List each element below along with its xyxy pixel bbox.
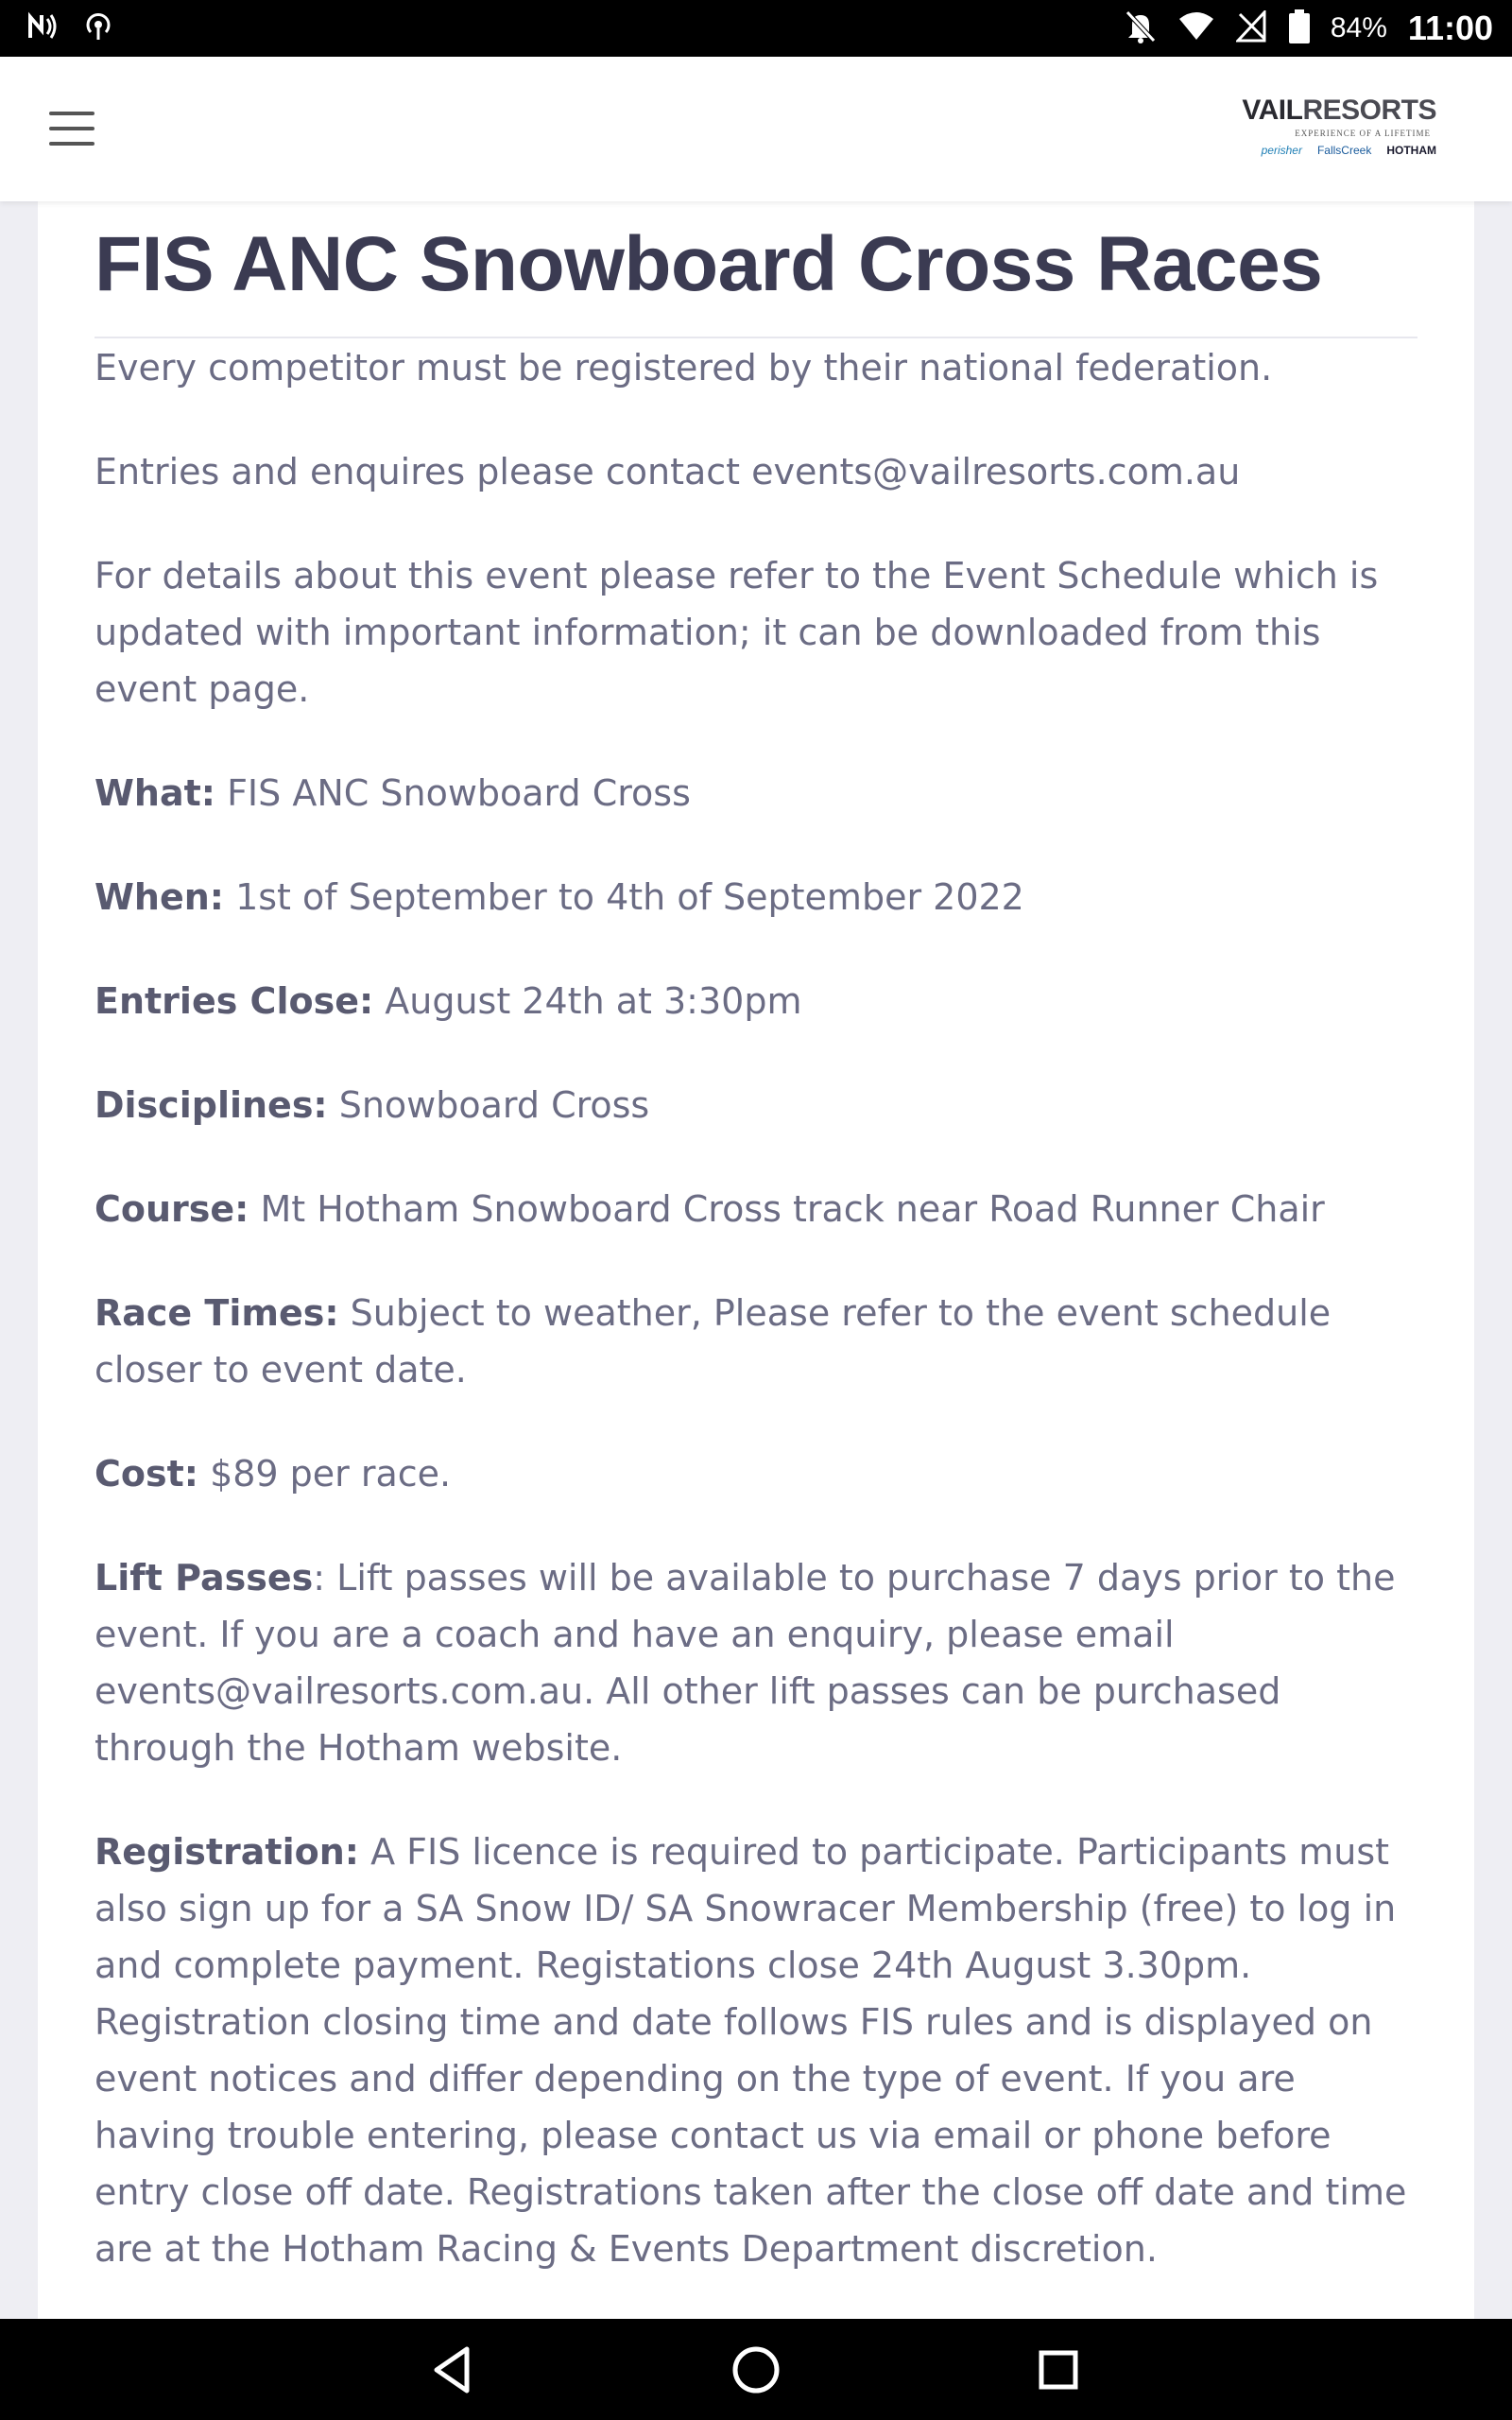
battery-icon xyxy=(1289,9,1310,47)
event-card xyxy=(38,201,1474,2319)
detail-what: What: FIS ANC Snowboard Cross xyxy=(94,772,691,814)
schedule-paragraph: For details about this event please refer to the Event Schedule which is updated with important information; it can be downloaded from this event page. xyxy=(94,555,1379,710)
back-icon[interactable] xyxy=(425,2342,482,2398)
contact-paragraph: Entries and enquires please contact events@vailresorts.com.au xyxy=(94,451,1241,493)
status-bar xyxy=(0,0,1512,57)
page-title: FIS ANC Snowboard Cross Races xyxy=(94,221,1323,307)
menu-icon[interactable] xyxy=(49,110,98,147)
hotham-logo: HOTHAM xyxy=(1386,144,1436,157)
perisher-logo: perisher xyxy=(1261,144,1302,157)
detail-disciplines: Disciplines: Snowboard Cross xyxy=(94,1084,650,1126)
vail-resorts-logo[interactable] xyxy=(1200,95,1436,170)
title-divider xyxy=(94,337,1418,338)
detail-when: When: 1st of September to 4th of September 2022 xyxy=(94,876,1024,918)
detail-registration: Registration: A FIS licence is required to participate. Participants must also sign up for a SA Snow ID/ SA Snowracer Membership (free) to log in and complete payment. Registations close 24th August 3.30pm. Registration closing time and date follows FIS rules and is displayed on event notices and differ depending on the type of event. If you are having trouble entering, please contact us via email or phone before entry close off date. Registrations taken after the close off date and time are at the Hotham Racing & Events Department discretion. xyxy=(94,1831,1407,2270)
detail-lift-passes: Lift Passes: Lift passes will be available to purchase 7 days prior to the event. If you are a coach and have an enquiry, please email events@vailresorts.com.au. All other lift passes can be purchased through the Hotham website. xyxy=(94,1557,1396,1769)
intro-paragraph: Every competitor must be registered by their national federation. xyxy=(94,347,1273,389)
detail-race-times: Race Times: Subject to weather, Please refer to the event schedule closer to event date. xyxy=(94,1292,1332,1391)
system-nav-bar xyxy=(0,2319,1512,2420)
logo-tagline: EXPERIENCE OF A LIFETIME xyxy=(1295,129,1431,138)
nfc-icon xyxy=(26,11,59,45)
detail-entries-close: Entries Close: August 24th at 3:30pm xyxy=(94,980,802,1022)
fallscreek-logo: FallsCreek xyxy=(1316,144,1372,157)
wifi-icon xyxy=(1177,11,1215,45)
detail-cost: Cost: $89 per race. xyxy=(94,1453,452,1495)
recents-icon[interactable] xyxy=(1030,2342,1087,2398)
logo-brands xyxy=(1262,144,1436,157)
detail-course: Course: Mt Hotham Snowboard Cross track near Road Runner Chair xyxy=(94,1188,1325,1230)
home-icon[interactable] xyxy=(728,2342,784,2398)
mute-icon xyxy=(1125,9,1157,47)
logo-wordmark: VAILRESORTS xyxy=(1242,95,1436,126)
hotspot-icon xyxy=(83,11,115,45)
no-signal-icon xyxy=(1236,10,1268,46)
site-header xyxy=(0,57,1512,201)
battery-percent: 84% xyxy=(1330,12,1387,43)
clock: 11:00 xyxy=(1407,9,1493,47)
